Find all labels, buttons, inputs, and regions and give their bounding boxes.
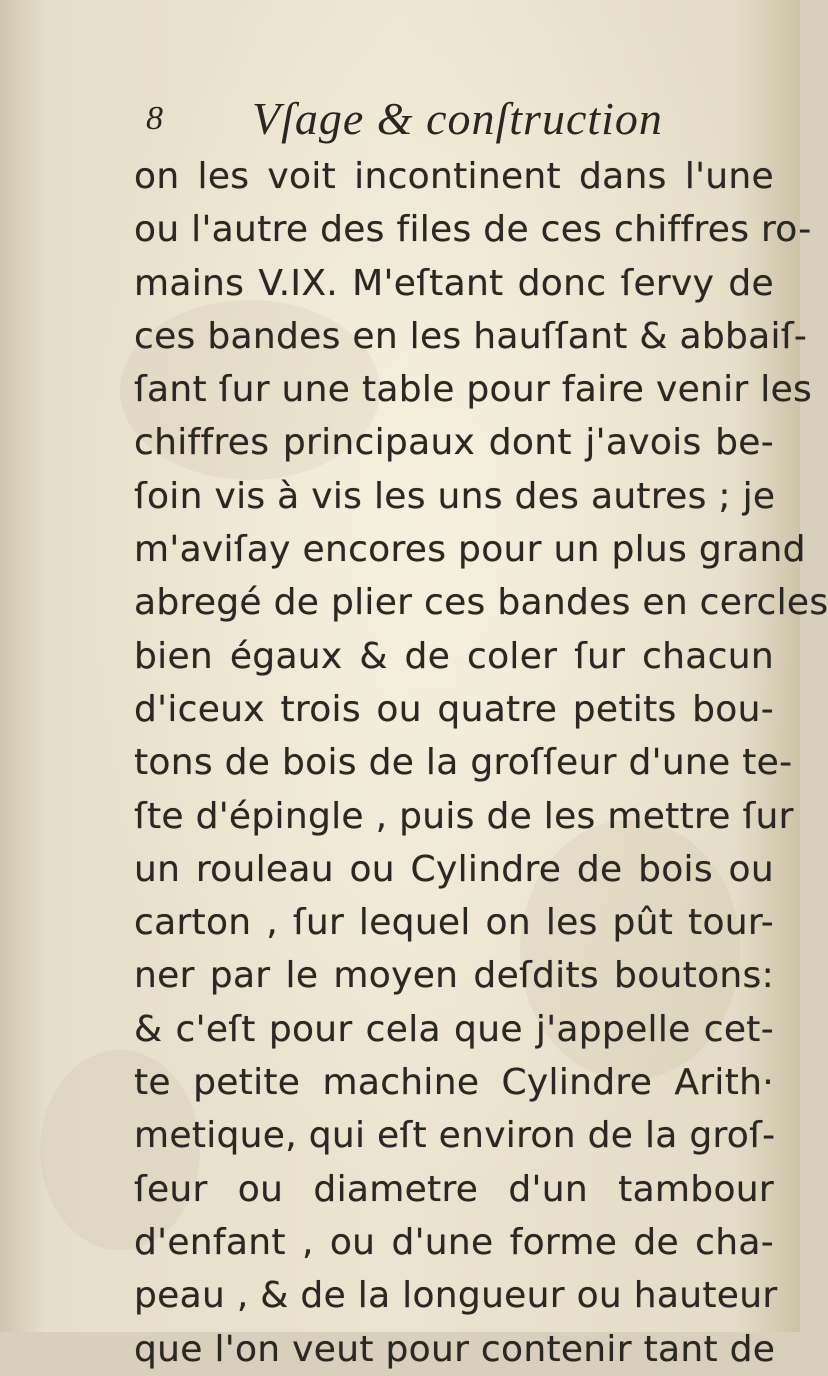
text-line: ſte d'épingle , puis de les mettre ſur: [134, 795, 794, 837]
text-line: abregé de plier ces bandes en cercles: [134, 582, 828, 624]
text-line: ſoin vis à vis les uns des autres ; je: [134, 475, 776, 517]
running-header: [140, 92, 700, 152]
text-line: ſeur ou diametre d'un tambour: [134, 1168, 774, 1210]
text-line: on les voit incontinent dans l'une: [134, 156, 774, 197]
text-line: mains V.IX. M'eſtant donc ſervy de: [134, 262, 774, 304]
text-line: chiffres principaux dont j'avois be-: [134, 422, 774, 464]
text-line: un rouleau ou Cylindre de bois ou: [134, 848, 774, 890]
text-line: tons de bois de la groſſeur d'une te-: [134, 742, 793, 784]
body-text: [134, 150, 828, 1376]
text-line: peau , & de la longueur ou hauteur: [134, 1275, 778, 1317]
text-line: que l'on veut pour contenir tant de: [134, 1328, 776, 1370]
text-line: metique, qui eſt environ de la groſ-: [134, 1115, 776, 1157]
running-title: Vſage & conſtruction: [252, 93, 663, 144]
page-number: 8: [146, 100, 163, 137]
text-line: te petite machine Cylindre Arith·: [134, 1062, 774, 1104]
text-line: ſant ſur une table pour faire venir les: [134, 369, 813, 411]
text-line: d'enfant , ou d'une forme de cha-: [134, 1221, 774, 1263]
text-line: bien égaux & de coler ſur chacun: [134, 635, 774, 677]
text-line: ces bandes en les hauſſant & abbaiſ-: [134, 315, 808, 357]
text-line: ou l'autre des files de ces chiffres ro-: [134, 209, 812, 251]
text-line: d'iceux trois ou quatre petits bou-: [134, 688, 774, 730]
text-line: m'aviſay encores pour un plus grand: [134, 529, 806, 571]
text-line: & c'eſt pour cela que j'appelle cet-: [134, 1008, 774, 1050]
text-line: ner par le moyen deſdits boutons:: [134, 955, 774, 997]
text-line: carton , ſur lequel on les pût tour-: [134, 902, 774, 944]
